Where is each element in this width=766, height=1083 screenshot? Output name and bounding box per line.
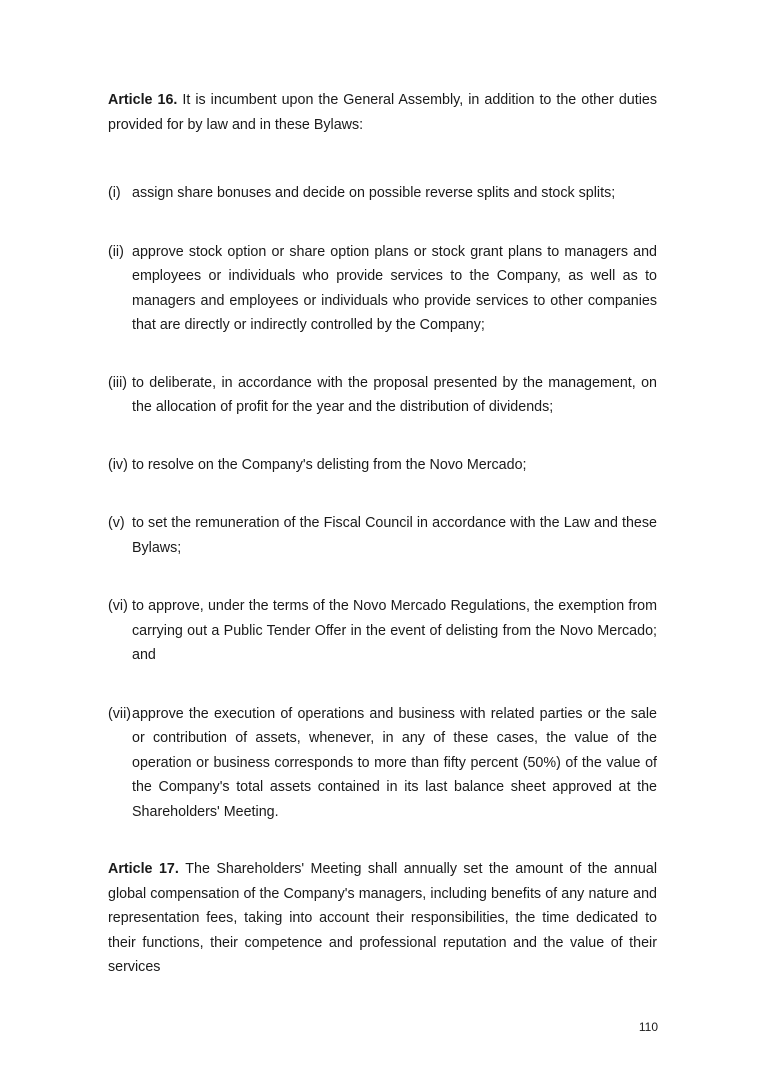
item-text: to set the remuneration of the Fiscal Council in accordance with the Law and these Bylaws; (132, 515, 657, 556)
item-text: to resolve on the Company's delisting from the Novo Mercado; (132, 456, 527, 473)
article-16-intro (108, 88, 657, 137)
item-marker: (ii) (108, 243, 124, 260)
article-16-item-iv (108, 453, 657, 478)
article-17 (108, 857, 657, 980)
page-content (108, 88, 657, 980)
article-16-heading: Article 16. (108, 92, 183, 108)
item-text: assign share bonuses and decide on possible reverse splits and stock splits; (132, 185, 616, 201)
article-17-heading: Article 17. (108, 861, 186, 877)
article-16-item-v (108, 511, 657, 560)
article-16-item-vi (108, 594, 657, 668)
item-marker: (iv) (108, 456, 128, 473)
article-16-item-iii (108, 371, 657, 420)
article-16-item-ii (108, 240, 657, 338)
item-marker: (vi) (108, 598, 128, 614)
item-text: approve stock option or share option plans or stock grant plans to managers and employees or individuals who provide services to the Company, as well as to managers and employees or individuals who provide services to other companies that are directly or indirectly controlled by the Company; (132, 243, 657, 333)
item-marker: (i) (108, 185, 121, 201)
article-16-item-vii (108, 702, 657, 825)
article-16-intro-text: It is incumbent upon the General Assembly, in addition to the other duties provided for by law and in these Bylaws: (108, 92, 657, 133)
article-17-text: The Shareholders' Meeting shall annually set the amount of the annual global compensation of the Company's managers, including benefits of any nature and representation fees, taking into account their responsibilities, the time dedicated to their functions, their competence and professional reputation and the value of their services (108, 861, 657, 975)
item-marker: (vii) (108, 705, 132, 722)
item-marker: (iii) (108, 374, 128, 391)
article-16-item-i (108, 181, 657, 206)
page-number: 110 (638, 1020, 658, 1034)
item-text: approve the execution of operations and business with related parties or the sale or contribution of assets, whenever, in any of these cases, the value of the operation or business corresponds to more than fifty percent (50%) of the value of the Company's total assets contained in its last balance sheet approved at the Shareholders' Meeting. (132, 705, 657, 820)
item-marker: (v) (108, 515, 125, 531)
item-text: to deliberate, in accordance with the proposal presented by the management, on the allocation of profit for the year and the distribution of dividends; (132, 374, 657, 415)
item-text: to approve, under the terms of the Novo Mercado Regulations, the exemption from carrying out a Public Tender Offer in the event of delisting from the Novo Mercado; and (132, 598, 657, 663)
